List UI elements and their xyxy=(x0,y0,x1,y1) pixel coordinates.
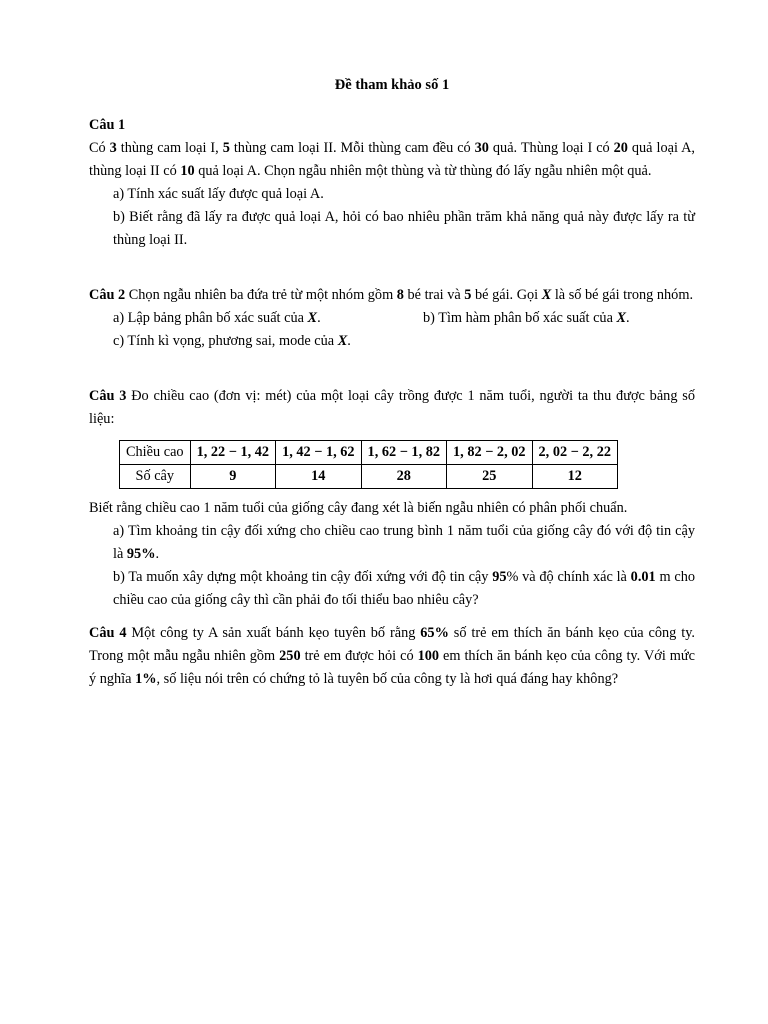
table-cell-range: 1, 22 − 1, 42 xyxy=(190,441,275,465)
table-cell-range: 1, 82 − 2, 02 xyxy=(447,441,532,465)
table-cell-range: 1, 62 − 1, 82 xyxy=(361,441,446,465)
question-3-intro: Câu 3 Đo chiều cao (đơn vị: mét) của một loại cây trồng được 1 năm tuổi, người ta thu được bảng số liệu: xyxy=(89,388,695,427)
height-frequency-table xyxy=(119,440,618,489)
question-2-parts-ab xyxy=(89,307,695,330)
table-cell-count: 25 xyxy=(447,465,532,489)
table-row xyxy=(120,441,618,465)
question-1-intro: Có 3 thùng cam loại I, 5 thùng cam loại II. Mỗi thùng cam đều có 30 quả. Thùng loại I có 20 quả loại A, thùng loại II có 10 quả loại A. Chọn ngẫu nhiên một thùng và từ thùng đó lấy ngẫu nhiên một quả. xyxy=(89,140,695,179)
question-1-part-a: a) Tính xác suất lấy được quả loại A. xyxy=(113,186,324,202)
question-3-part-a: a) Tìm khoảng tin cậy đối xứng cho chiều cao trung bình 1 năm tuổi của giống cây đó với độ tin cậy là 95%. xyxy=(113,523,695,562)
table-cell-count: 12 xyxy=(532,465,617,489)
question-4-text: Câu 4 Một công ty A sản xuất bánh kẹo tuyên bố rằng 65% số trẻ em thích ăn bánh kẹo của công ty. Trong một mẫu ngẫu nhiên gồm 250 trẻ em được hỏi có 100 em thích ăn bánh kẹo của công ty. Với mức ý nghĩa 1%, số liệu nói trên có chứng tỏ là tuyên bố của công ty là hơi quá đáng hay không? xyxy=(89,625,695,687)
question-4 xyxy=(89,622,695,691)
question-2-heading: Câu 2 xyxy=(89,287,126,303)
table-row xyxy=(120,465,618,489)
question-4-heading: Câu 4 xyxy=(89,625,127,641)
document-title: Đề tham khảo số 1 xyxy=(334,77,450,93)
table-cell-count: 28 xyxy=(361,465,446,489)
question-3-distribution-note: Biết rằng chiều cao 1 năm tuổi của giống cây đang xét là biến ngẫu nhiên có phân phối chuẩn. xyxy=(89,500,628,516)
table-cell-count: 14 xyxy=(276,465,361,489)
question-3 xyxy=(89,385,695,431)
question-1-heading: Câu 1 xyxy=(89,117,126,133)
table-cell-count: 9 xyxy=(190,465,275,489)
question-2 xyxy=(89,284,695,353)
table-cell-range: 1, 42 − 1, 62 xyxy=(276,441,361,465)
question-1-part-b: b) Biết rằng đã lấy ra được quả loại A, hỏi có bao nhiêu phần trăm khả năng quả này được lấy ra từ thùng loại II. xyxy=(113,209,695,248)
table-row-label-height: Chiều cao xyxy=(120,441,191,465)
question-2-intro: Câu 2 Chọn ngẫu nhiên ba đứa trẻ từ một nhóm gồm 8 bé trai và 5 bé gái. Gọi X là số bé gái trong nhóm. xyxy=(89,287,694,303)
question-3-part-b: b) Ta muốn xây dựng một khoảng tin cậy đối xứng với độ tin cậy 95% và độ chính xác là 0.01 m cho chiều cao của giống cây thì cần phải đo tối thiểu bao nhiêu cây? xyxy=(113,569,695,608)
question-2-part-b: b) Tìm hàm phân bố xác suất của X. xyxy=(423,310,630,326)
question-3-heading: Câu 3 xyxy=(89,388,127,404)
question-2-part-c: c) Tính kì vọng, phương sai, mode của X. xyxy=(113,333,351,349)
table-cell-range: 2, 02 − 2, 22 xyxy=(532,441,617,465)
table-row-label-count: Số cây xyxy=(120,465,191,489)
question-3-continued xyxy=(89,497,695,612)
question-1 xyxy=(89,114,695,252)
question-2-part-a: a) Lập bảng phân bố xác suất của X. xyxy=(113,310,321,326)
